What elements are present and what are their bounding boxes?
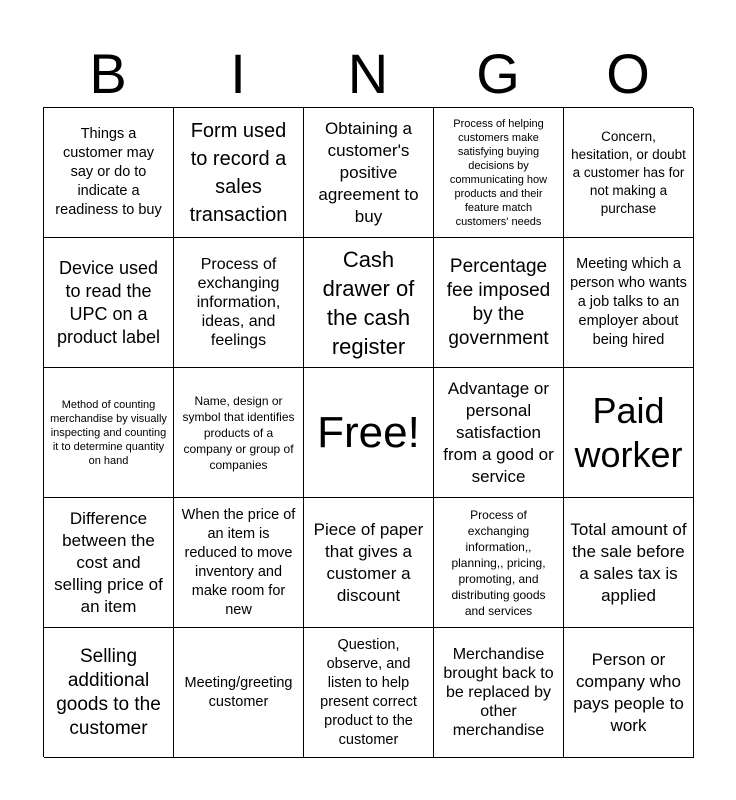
bingo-cell-text: Concern, hesitation, or doubt a customer has for not making a purchase bbox=[571, 128, 686, 216]
header-letter-g: G bbox=[476, 42, 520, 105]
free-space-label: Free! bbox=[317, 407, 420, 457]
bingo-cell-r3c1[interactable] bbox=[44, 368, 174, 498]
bingo-header bbox=[43, 40, 693, 108]
bingo-cell-free[interactable] bbox=[304, 368, 434, 498]
bingo-cell-r2c3[interactable] bbox=[304, 238, 434, 368]
bingo-cell-r2c4[interactable] bbox=[434, 238, 564, 368]
bingo-cell-r2c2[interactable] bbox=[174, 238, 304, 368]
bingo-cell-r4c5[interactable] bbox=[564, 498, 694, 628]
bingo-cell-r2c1[interactable] bbox=[44, 238, 174, 368]
bingo-cell-r4c4[interactable] bbox=[434, 498, 564, 628]
bingo-cell-text: Selling additional goods to the customer bbox=[56, 645, 161, 739]
bingo-cell-r5c5[interactable] bbox=[564, 628, 694, 758]
bingo-cell-text: Cash drawer of the cash register bbox=[322, 246, 415, 359]
bingo-cell-text: Meeting/greeting customer bbox=[184, 674, 293, 710]
bingo-cell-r1c1[interactable] bbox=[44, 108, 174, 238]
bingo-cell-text: Difference between the cost and selling price of an item bbox=[54, 508, 163, 616]
bingo-cell-r3c2[interactable] bbox=[174, 368, 304, 498]
bingo-cell-r5c2[interactable] bbox=[174, 628, 304, 758]
header-letter-b: B bbox=[89, 42, 127, 105]
bingo-cell-r1c5[interactable] bbox=[564, 108, 694, 238]
bingo-cell-r3c5[interactable] bbox=[564, 368, 694, 498]
bingo-cell-text: Total amount of the sale before a sales tax is applied bbox=[570, 519, 687, 605]
bingo-cell-r3c4[interactable] bbox=[434, 368, 564, 498]
header-letter-i: I bbox=[230, 42, 246, 105]
bingo-cell-text: Advantage or personal satisfaction from a good or service bbox=[443, 378, 554, 486]
bingo-cell-r1c4[interactable] bbox=[434, 108, 564, 238]
bingo-cell-r4c2[interactable] bbox=[174, 498, 304, 628]
bingo-cell-r5c4[interactable] bbox=[434, 628, 564, 758]
bingo-cell-text: Process of helping customers make satisfying buying decisions by communicating how products and their feature match customers' needs bbox=[449, 117, 548, 228]
bingo-cell-r4c1[interactable] bbox=[44, 498, 174, 628]
bingo-cell-text: Person or company who pays people to work bbox=[573, 649, 684, 735]
bingo-cell-text: Meeting which a person who wants a job talks to an employer about being hired bbox=[570, 256, 687, 348]
bingo-cell-text: When the price of an item is reduced to move inventory and make room for new bbox=[181, 506, 296, 618]
bingo-card-grid bbox=[43, 107, 693, 757]
bingo-cell-text: Form used to record a sales transaction bbox=[189, 119, 288, 226]
bingo-cell-r5c3[interactable] bbox=[304, 628, 434, 758]
bingo-cell-text: Piece of paper that gives a customer a discount bbox=[313, 519, 424, 605]
bingo-cell-text: Things a customer may say or do to indicate a readiness to buy bbox=[55, 126, 162, 218]
header-letter-n: N bbox=[347, 42, 389, 105]
header-letter-o: O bbox=[606, 42, 650, 105]
bingo-cell-text: Name, design or symbol that identifies products of a company or group of companies bbox=[182, 393, 295, 472]
bingo-cell-text: Process of exchanging information, ideas, and feelings bbox=[196, 256, 281, 349]
bingo-cell-text: Method of counting merchandise by visually inspecting and counting it to determine quantity on hand bbox=[50, 398, 167, 467]
bingo-cell-r4c3[interactable] bbox=[304, 498, 434, 628]
bingo-cell-text: Device used to read the UPC on a product label bbox=[56, 257, 161, 347]
bingo-cell-r1c2[interactable] bbox=[174, 108, 304, 238]
bingo-cell-r5c1[interactable] bbox=[44, 628, 174, 758]
bingo-cell-r2c5[interactable] bbox=[564, 238, 694, 368]
bingo-cell-text: Obtaining a customer's positive agreement to buy bbox=[318, 118, 419, 226]
bingo-cell-text: Percentage fee imposed by the government bbox=[446, 255, 551, 349]
bingo-cell-text: Paid worker bbox=[574, 389, 683, 475]
bingo-cell-text: Question, observe, and listen to help present correct product to the customer bbox=[320, 636, 417, 748]
bingo-cell-r1c3[interactable] bbox=[304, 108, 434, 238]
bingo-cell-text: Merchandise brought back to be replaced by other merchandise bbox=[443, 646, 554, 739]
bingo-cell-text: Process of exchanging information,, planning,, pricing, promoting, and distributing goods and services bbox=[451, 507, 546, 618]
